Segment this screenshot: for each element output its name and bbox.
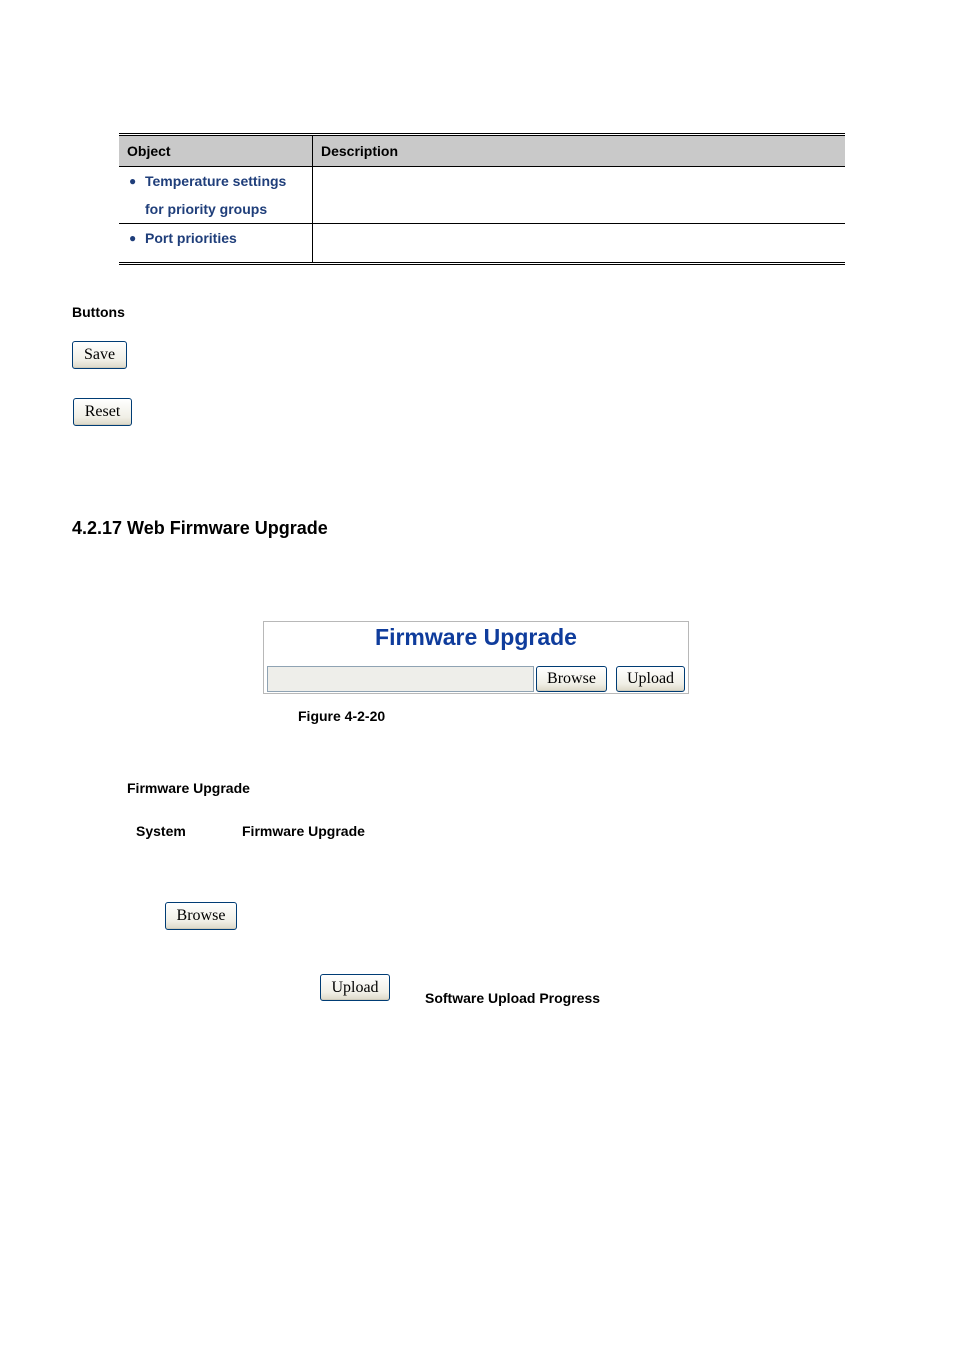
table-header-row	[119, 135, 845, 167]
object-label-line: Temperature settings	[145, 173, 287, 189]
browse-button[interactable]: Browse	[536, 666, 607, 692]
firmware-upgrade-label: Firmware Upgrade	[127, 780, 250, 796]
table-row	[119, 224, 845, 264]
reset-button[interactable]: Reset	[73, 398, 132, 426]
column-header-object: Object	[119, 135, 313, 167]
object-cell	[119, 224, 313, 264]
firmware-upgrade-title: Firmware Upgrade	[375, 624, 577, 650]
table-row	[119, 167, 845, 224]
upload-button[interactable]: Upload	[616, 666, 685, 692]
object-cell	[119, 167, 313, 224]
firmware-upgrade-panel	[263, 621, 689, 694]
object-label-line: Port priorities	[145, 230, 237, 246]
upload-progress-label: Software Upload Progress	[425, 990, 601, 1006]
column-header-description: Description	[313, 135, 846, 167]
description-cell	[313, 224, 846, 264]
upload-button-example[interactable]: Upload	[320, 974, 390, 1001]
bullet-icon: ●	[129, 174, 137, 188]
bullet-icon: ●	[129, 231, 137, 245]
buttons-heading: Buttons	[72, 304, 125, 320]
menu-system-label: System	[136, 823, 186, 839]
list-item	[119, 167, 312, 223]
object-description-table	[119, 133, 845, 265]
firmware-file-input[interactable]	[267, 666, 534, 692]
figure-caption: Figure 4-2-20	[298, 708, 386, 724]
menu-firmware-upgrade-label: Firmware Upgrade	[242, 823, 365, 839]
browse-button-example[interactable]: Browse	[165, 902, 237, 930]
save-button[interactable]: Save	[72, 341, 127, 369]
description-cell	[313, 167, 846, 224]
section-heading: 4.2.17 Web Firmware Upgrade	[72, 518, 328, 538]
list-item	[119, 224, 312, 252]
object-label-line: for priority groups	[145, 201, 268, 217]
